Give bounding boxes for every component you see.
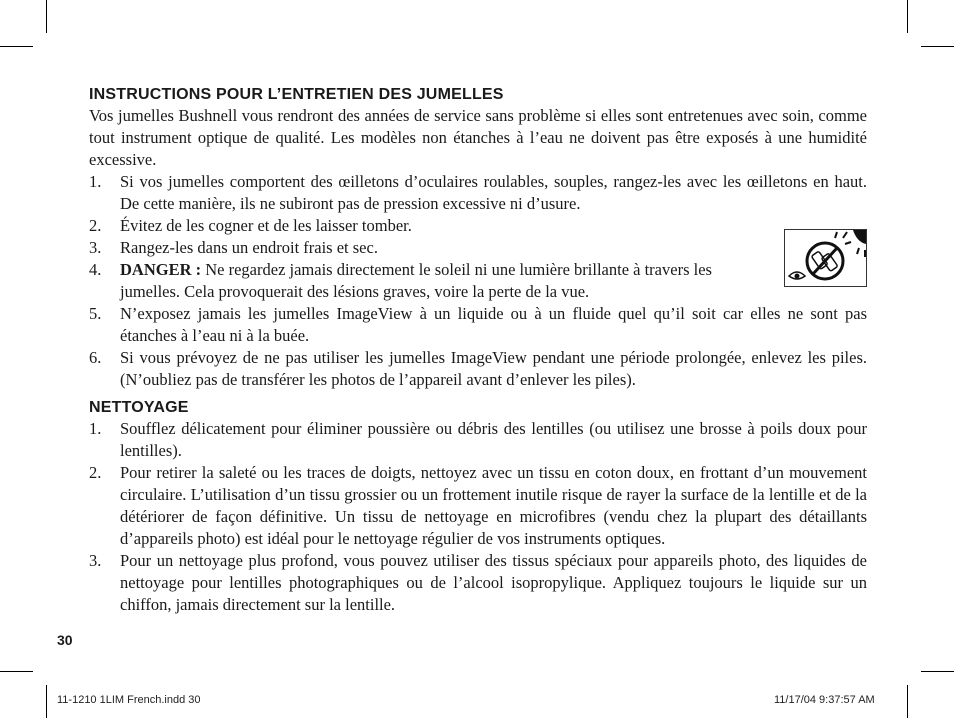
list-item — [89, 462, 867, 550]
item-text: Si vous prévoyez de ne pas utiliser les jumelles ImageView pendant une période prolongée, enlevez les piles. (N’oubliez pas de transférer les photos de l’appareil avant d’enlever les piles). — [120, 348, 867, 389]
crop-mark-top-right-horizontal — [921, 46, 954, 47]
care-instructions-list — [89, 171, 867, 391]
danger-list-item — [89, 259, 867, 303]
cleaning-list — [89, 418, 867, 616]
item-text: Ne regardez jamais directement le soleil ni une lumière brillante à travers les jumelles. Cela provoquerait des lésions graves, voire la perte de la vue. — [120, 260, 712, 301]
list-item — [89, 237, 867, 259]
item-text: Soufflez délicatement pour éliminer poussière ou débris des lentilles (ou utilisez une brosse à poils doux pour lentilles). — [120, 419, 867, 460]
care-instructions-intro: Vos jumelles Bushnell vous rendront des années de service sans problème si elles sont entretenues avec soin, comme tout instrument optique de qualité. Les modèles non étanches à l’eau ne doivent pas être exposés à une humidité excessive. — [89, 106, 867, 169]
page-number: 30 — [57, 632, 73, 648]
danger-label: DANGER : — [120, 260, 202, 279]
file-slug: 11-1210 1LIM French.indd 30 — [57, 694, 201, 706]
list-item — [89, 550, 867, 616]
item-number: 2. — [89, 216, 102, 235]
item-number: 1. — [89, 172, 102, 191]
crop-mark-bottom-left-vertical — [46, 685, 47, 718]
care-instructions-heading: INSTRUCTIONS POUR L’ENTRETIEN DES JUMELLES — [89, 86, 504, 103]
list-item — [89, 303, 867, 347]
page-content — [89, 84, 867, 616]
item-text: Si vos jumelles comportent des œilletons d’oculaires roulables, souples, rangez-les avec les œilletons en haut. De cette manière, ils ne subiront pas de pression excessive ni d’usure. — [120, 172, 867, 213]
warning-illustration — [785, 230, 866, 286]
list-item — [89, 171, 867, 215]
crop-mark-bottom-right-horizontal — [921, 671, 954, 672]
item-text: Évitez de les cogner et de les laisser tomber. — [120, 216, 412, 235]
crop-mark-top-left-vertical — [46, 0, 47, 33]
item-number: 4. — [89, 260, 102, 279]
item-number: 3. — [89, 238, 102, 257]
crop-mark-bottom-left-horizontal — [0, 671, 33, 672]
crop-mark-top-right-vertical — [907, 0, 908, 33]
cleaning-heading: NETTOYAGE — [89, 399, 189, 416]
no-sun-through-binoculars-icon — [784, 229, 867, 287]
item-number: 1. — [89, 419, 102, 438]
item-text: Pour retirer la saleté ou les traces de doigts, nettoyez avec un tissu en coton doux, en frottant d’un mouvement circulaire. L’utilisation d’un tissu grossier ou un frottement inutile risque de rayer la surface de la lentille et de la détériorer de façon définitive. Un tissu de nettoyage en microfibres (vendu chez la plupart des détaillants d’appareils photo) est idéal pour le nettoyage régulier de vos instruments optiques. — [120, 463, 867, 548]
item-number: 6. — [89, 348, 102, 367]
list-item — [89, 418, 867, 462]
item-text: Pour un nettoyage plus profond, vous pouvez utiliser des tissus spéciaux pour appareils photo, des liquides de nettoyage pour lentilles photographiques ou de l’alcool isopropylique. Appliquez toujours le liquide sur un chiffon, jamais directement sur la lentille. — [120, 551, 867, 614]
item-number: 5. — [89, 304, 102, 323]
print-timestamp: 11/17/04 9:37:57 AM — [774, 694, 875, 706]
item-text: Rangez-les dans un endroit frais et sec. — [120, 238, 378, 257]
crop-mark-top-left-horizontal — [0, 46, 33, 47]
crop-mark-bottom-right-vertical — [907, 685, 908, 718]
list-item — [89, 215, 867, 237]
item-text: N’exposez jamais les jumelles ImageView à un liquide ou à un fluide quel qu’il soit car elles ne sont pas étanches à l’eau ni à la buée. — [120, 304, 867, 345]
item-number: 3. — [89, 551, 102, 570]
item-number: 2. — [89, 463, 102, 482]
list-item — [89, 347, 867, 391]
